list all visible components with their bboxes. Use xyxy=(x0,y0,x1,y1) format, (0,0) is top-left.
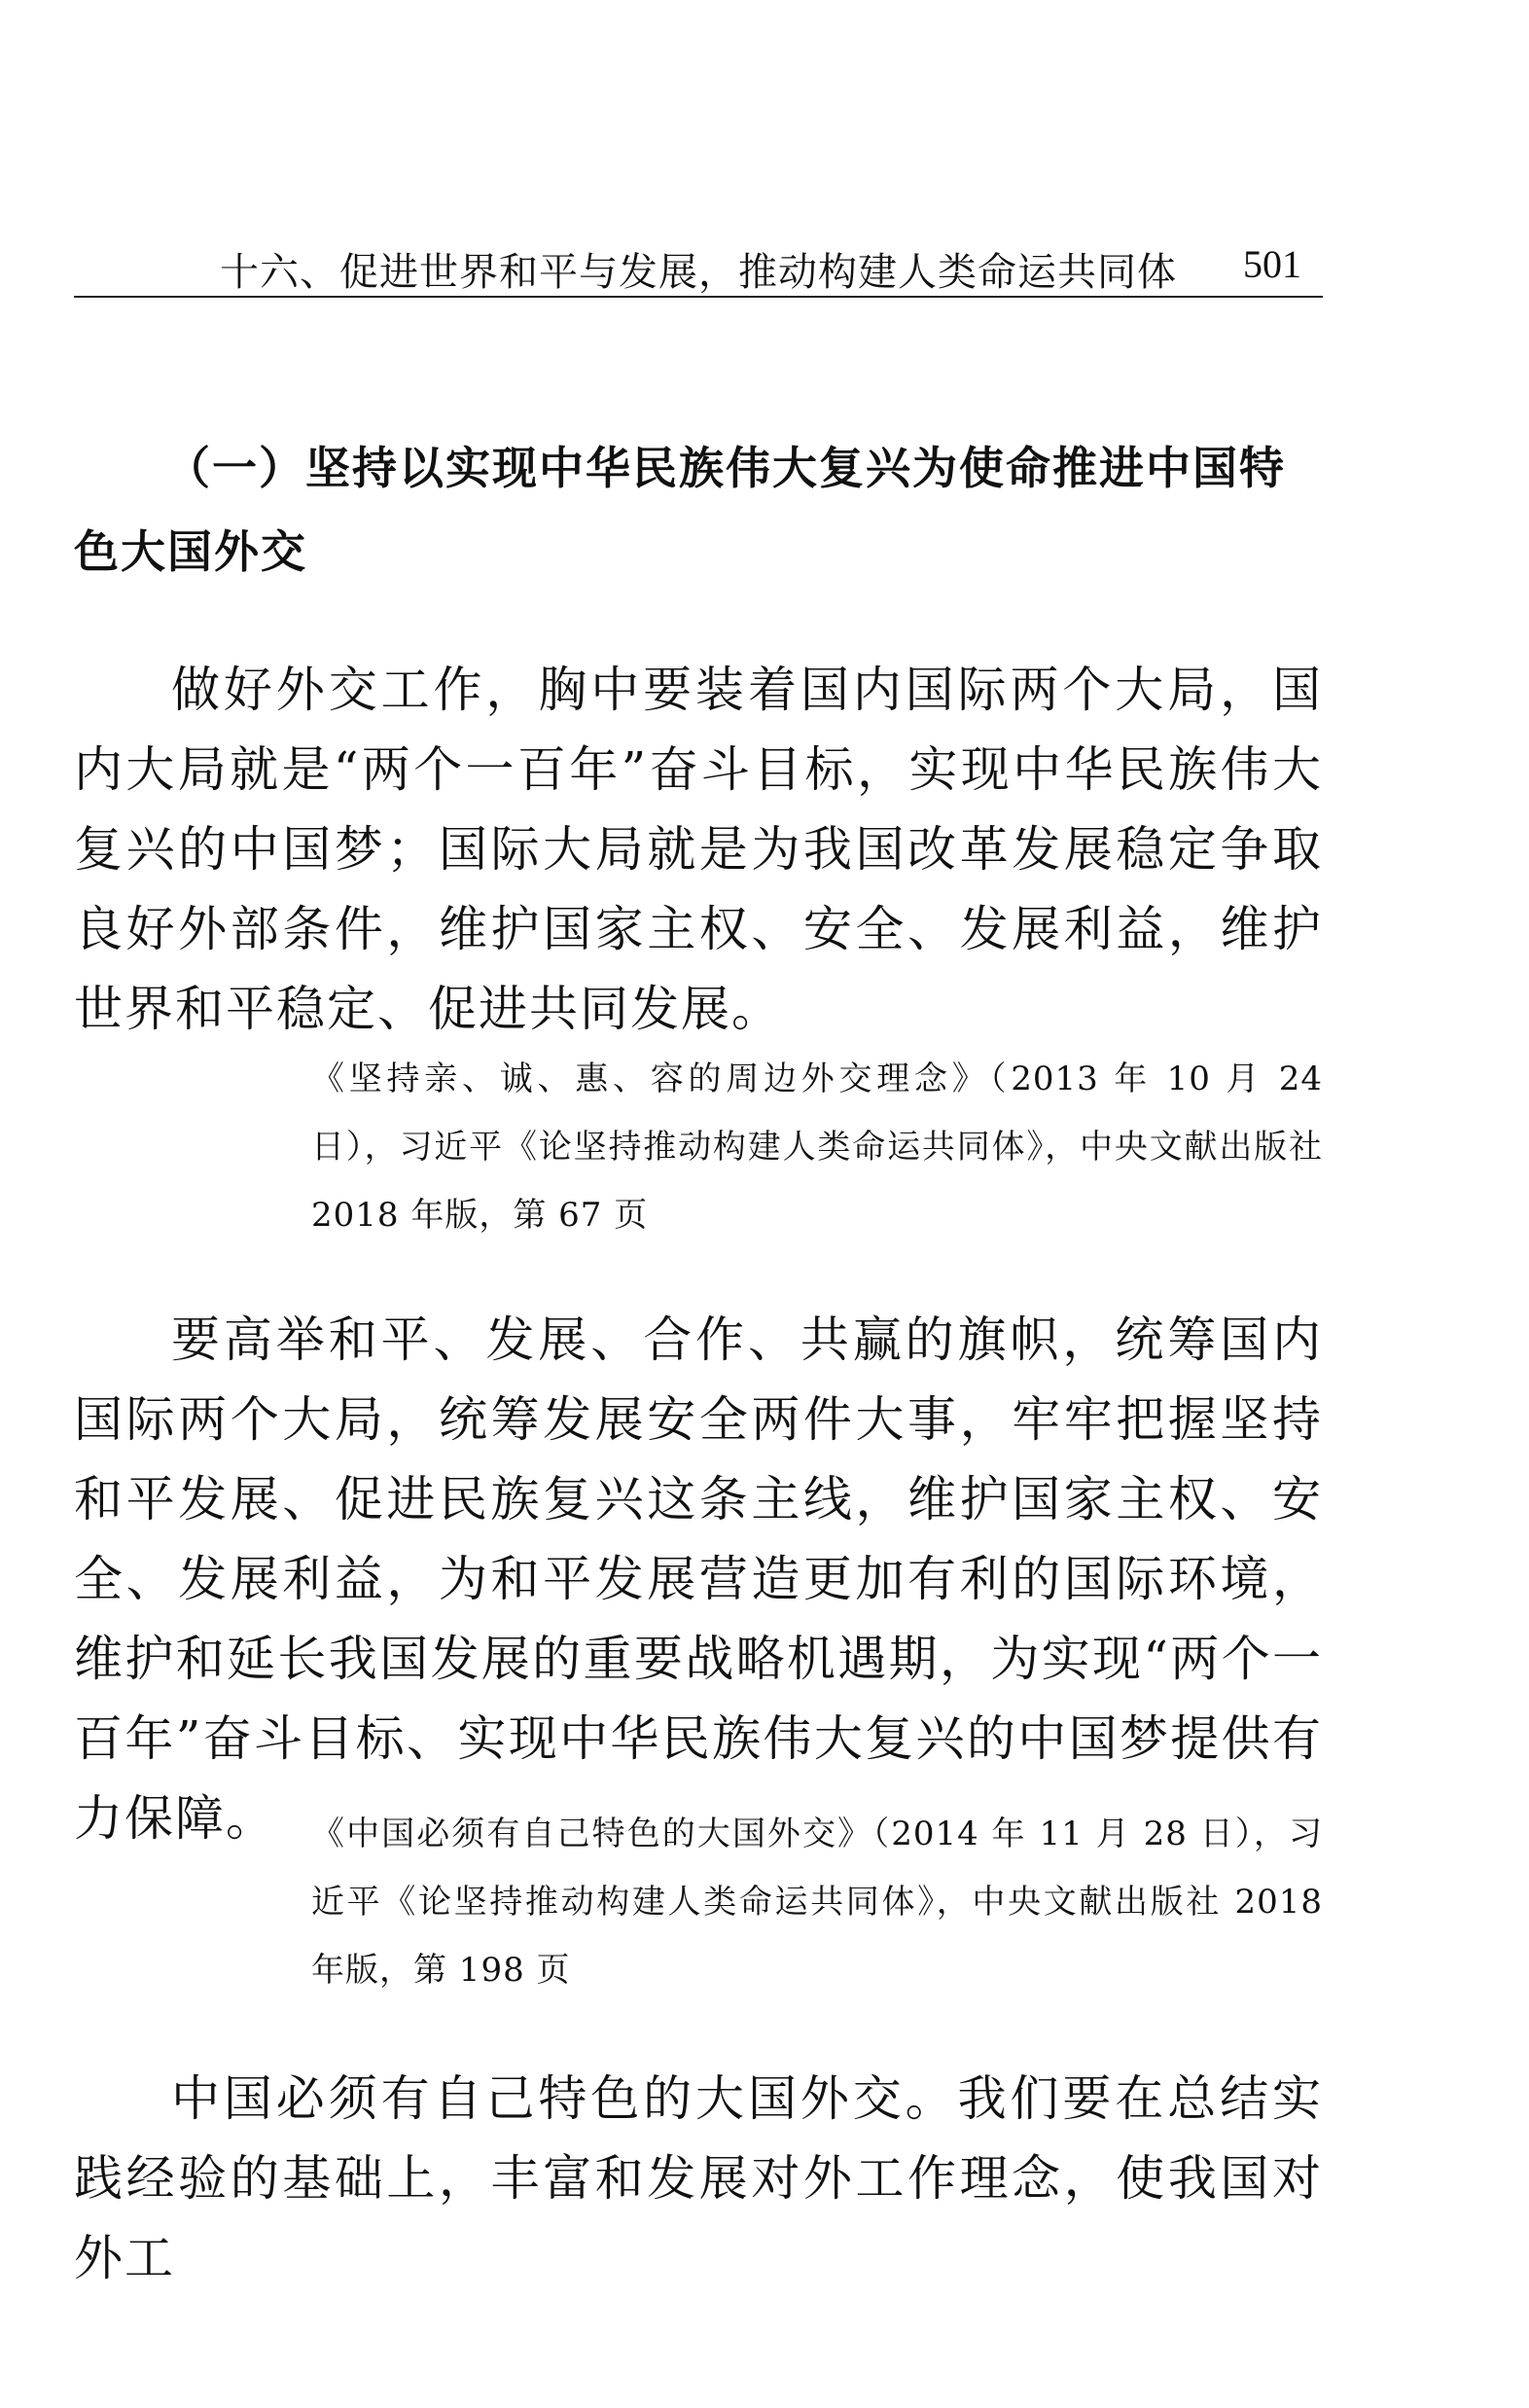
running-title: 十六、促进世界和平与发展，推动构建人类命运共同体 xyxy=(220,250,1177,295)
page-number: 501 xyxy=(1243,242,1301,286)
quote-paragraph-1: 做好外交工作，胸中要装着国内国际两个大局，国内大局就是“两个一百年”奋斗目标，实现中华民族伟大复兴的中国梦；国际大局就是为我国改革发展稳定争取良好外部条件，维护国家主权、安全、发展利益，维护世界和平稳定、促进共同发展。 xyxy=(74,662,1323,1037)
quote-paragraph-3: 中国必须有自己特色的大国外交。我们要在总结实践经验的基础上，丰富和发展对外工作理念，使我国对外工 xyxy=(74,2070,1323,2286)
citation-1: 《坚持亲、诚、惠、容的周边外交理念》（2013 年 10 月 24 日），习近平《论坚持推动构建人类命运共同体》，中央文献出版社 2018 年版，第 67 页 xyxy=(311,1060,1323,1235)
running-header xyxy=(74,234,1323,298)
section-heading: （一）坚持以实现中华民族伟大复兴为使命推进中国特色大国外交 xyxy=(74,442,1286,578)
citation-2: 《中国必须有自己特色的大国外交》（2014 年 11 月 28 日），习近平《论坚持推动构建人类命运共同体》，中央文献出版社 2018 年版，第 198 页 xyxy=(311,1815,1323,1990)
quote-paragraph-2: 要高举和平、发展、合作、共赢的旗帜，统筹国内国际两个大局，统筹发展安全两件大事，牢牢把握坚持和平发展、促进民族复兴这条主线，维护国家主权、安全、发展利益，为和平发展营造更加有利的国际环境，维护和延长我国发展的重要战略机遇期，为实现“两个一百年”奋斗目标、实现中华民族伟大复兴的中国梦提供有力保障。 xyxy=(74,1312,1323,1847)
